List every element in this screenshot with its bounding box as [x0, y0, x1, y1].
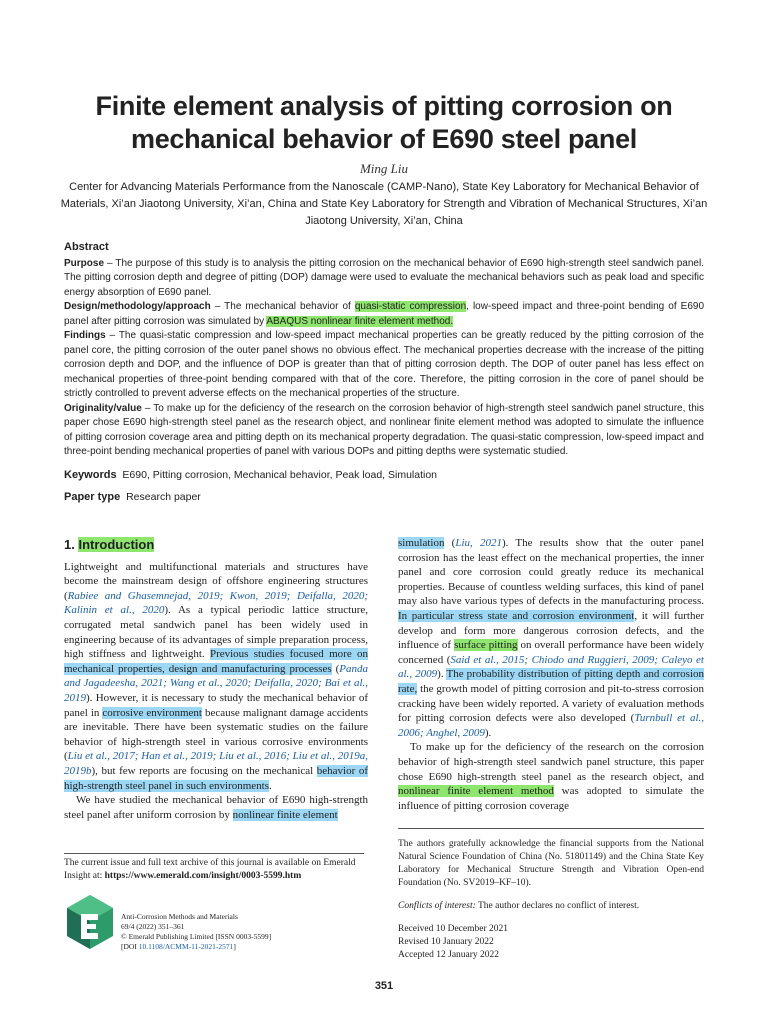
design-highlight-2: ABAQUS nonlinear finite element method.: [266, 315, 454, 327]
paper-type-line: [64, 491, 201, 503]
abstract-heading: Abstract: [64, 241, 109, 253]
design-label: Design/methodology/approach: [64, 301, 211, 312]
abstract-originality: [64, 402, 704, 460]
originality-label: Originality/value: [64, 402, 142, 414]
purpose-text: – The purpose of this study is to analysis the pitting corrosion on the mechanical behavior of E690 high-strength steel sandwich panel. The pitting corrosion depth and degree of pitting (DOP) damage were used to evaluate the mechanical behaviors such as peak load and specific energy absorption of E690 panel.: [64, 257, 704, 298]
design-text-2: , low-speed impact and three-point bending of E690 panel after pitting corrosion was simulated by: [64, 301, 705, 327]
conflict-text: The author declares no conflict of interest.: [475, 901, 640, 911]
author-affiliation: Center for Advancing Materials Performance from the Nanoscale (CAMP-Nano), State Key Laboratory for Mechanical Behavior of Materials, Xi’an Jiaotong University, Xi’an, China and State Key Laboratory for Strength and Vibration of Mechanical Structures, Xi’an Jiaotong University, Xi’an, China: [60, 181, 708, 227]
citation-link[interactable]: et al.: [473, 653, 497, 666]
section-heading: [64, 538, 368, 553]
citation-link[interactable]: et al.: [236, 750, 259, 763]
text-run: (: [444, 537, 456, 549]
citation-link[interactable]: et al.: [677, 712, 702, 725]
citation-link[interactable]: et al.: [197, 677, 220, 690]
paragraph: [398, 740, 704, 813]
journal-issn: © Emerald Publishing Limited [ISSN 0003-5599]: [121, 932, 272, 941]
citation-link[interactable]: Panda and Jagadeesha, 2021; Wang: [64, 662, 368, 690]
design-highlight-1: quasi-static compression: [354, 301, 467, 312]
highlighted-text: In particular stress state and corrosion environment: [398, 609, 635, 622]
paragraph: [398, 536, 704, 740]
text-run: We have studied the mechanical behavior of E690 high-strength steel panel after uniform corrosion by: [64, 794, 368, 821]
abstract-purpose: [64, 257, 704, 301]
citation-link[interactable]: Said: [450, 653, 474, 666]
doi-suffix: ]: [233, 942, 236, 951]
journal-name: Anti-Corrosion Methods and Materials: [121, 912, 238, 921]
text-run: ), but few reports are focusing on the mechanical: [91, 764, 317, 777]
highlighted-text: simulation: [398, 537, 445, 549]
body-column-left: [64, 538, 368, 822]
citation-link[interactable]: et al.: [85, 750, 108, 763]
archive-note-text: The current issue and full text archive of this journal is available on Emerald Insight at:: [64, 858, 356, 881]
text-run: the growth model of pitting corrosion and pit-to-stress corrosion cracking have been widely reported. A variety of evaluation methods for pitting corrosion defects were also developed (: [398, 682, 704, 725]
text-run: , it will further develop and form more dangerous corrosion defects, and the influence of: [398, 609, 704, 652]
highlighted-text: nonlinear finite element method: [398, 785, 554, 798]
citation-link[interactable]: , 2015; Chiodo and Ruggieri, 2009; Caleyo: [496, 653, 697, 666]
citation-link[interactable]: Rabiee and Ghasemnejad, 2019; Kwon, 2019; Deifalla, 2020; Kalinin: [64, 589, 368, 617]
text-run: ).: [437, 668, 447, 681]
paper-type-value: Research paper: [126, 491, 201, 503]
footnote-right: [398, 838, 704, 962]
citation-link[interactable]: , 2020; Deifalla, 2020; Bai: [219, 677, 343, 690]
accepted-date: Accepted 12 January 2022: [398, 950, 500, 960]
citation-link[interactable]: , 2020: [131, 604, 165, 617]
text-run: (: [331, 662, 340, 675]
citation-link[interactable]: , 2006; Anghel, 2009: [398, 712, 704, 739]
purpose-label: Purpose: [64, 257, 105, 269]
text-run: ).: [484, 726, 492, 739]
highlighted-text: corrosive environment: [102, 706, 202, 719]
text-run: .: [268, 779, 272, 792]
archive-link[interactable]: https://www.emerald.com/insight/0003-5599.htm: [104, 871, 302, 881]
journal-volume: 69/4 (2022) 351–361: [121, 922, 185, 931]
journal-citation: [121, 912, 271, 952]
received-date: Received 10 December 2021: [398, 924, 508, 934]
text-run: ). However, it is necessary to study the mechanical behavior of panel in: [64, 691, 368, 719]
revised-date: Revised 10 January 2022: [398, 937, 494, 947]
text-run: because malignant damage accidents are inevitable. There have been systematic studies on the failure behavior of high-strength steel in various corrosive environments (: [64, 706, 368, 763]
keywords-label: Keywords: [64, 469, 117, 481]
citation-link[interactable]: Liu, 2021: [455, 537, 502, 549]
citation-link[interactable]: et al.: [343, 677, 366, 690]
citation-link[interactable]: et al.: [398, 653, 704, 681]
citation-link[interactable]: , 2019a, 2019b: [64, 750, 369, 777]
footnote-divider-right: [398, 828, 704, 829]
text-run: ). As a typical periodic lattice structure, corrugated metal sandwich panel has been widely used in engineering because of its advantages of simple preparation process, high stiffness and lightweight.: [64, 604, 369, 661]
journal-doi-line: [121, 942, 271, 952]
paragraph: [64, 793, 368, 822]
citation-link[interactable]: et al.: [104, 604, 132, 617]
citation-link[interactable]: , 2019: [64, 677, 369, 704]
findings-text: – The quasi-static compression and low-speed impact mechanical properties can be greatly reduced by the pitting corrosion of the panel core, the pitting corrosion of the outer panel shows no obvious effect. The mechanical properties decrease with the increase of the pitting corrosion depth and DOP, and the influence of DOP is greater than that of pitting corrosion depth. The DOP of outer panel has less effect on mechanical properties of three-point bending compared with that of the core. Therefore, the pitting corrosion in the core of panel should be strictly controlled to prevent adverse effects on the mechanical properties of the structure.: [64, 330, 704, 399]
highlighted-text: behavior of high-strength steel panel in such environments: [64, 764, 368, 792]
section-title: Introduction: [78, 537, 155, 552]
paper-type-label: Paper type: [64, 491, 121, 503]
citation-link[interactable]: , 2009: [409, 668, 438, 681]
acknowledgement: The authors gratefully acknowledge the financial supports from the National Natural Science Foundation of China (No. 51801149) and the China State Key Laboratory for Mechanical Structure Strength and Vibration Open-end Foundation (No. SV2019–KF–10).: [398, 839, 704, 888]
citation-link[interactable]: et al.: [163, 750, 186, 763]
keywords-line: [64, 469, 437, 481]
text-run: was adopted to simulate the influence of pitting corrosion coverage: [398, 785, 704, 812]
highlighted-text: nonlinear finite element: [232, 808, 338, 821]
author-name: Ming Liu: [359, 161, 409, 176]
footnote-divider-left: [64, 853, 364, 854]
design-text-1: – The mechanical behavior of: [210, 301, 355, 312]
paragraph: [64, 560, 368, 794]
highlighted-text: Previous studies focused more on mechanical properties, design and manufacturing processes: [64, 648, 368, 675]
text-run: To make up for the deficiency of the research on the corrosion behavior of high-strength steel sandwich panel structure, this paper chose E690 high-strength steel panel as the research object, and: [398, 741, 704, 783]
citation-link[interactable]: , 2017; Han: [107, 750, 163, 763]
citation-link[interactable]: Liu: [67, 750, 86, 763]
citation-link[interactable]: et al.: [310, 750, 333, 763]
findings-label: Findings: [64, 330, 106, 341]
doi-prefix: [DOI: [121, 942, 139, 951]
section-number: 1.: [64, 537, 79, 552]
page-number: 351: [374, 980, 394, 992]
text-run: ). The results show that the outer panel corrosion has the least effect on the mechanical properties, the inner panel and core corrosion could greatly reduce its mechanical properties. Because of countless welding surfaces, this kind of panel may also have various types of defects in the manufacturing process.: [398, 537, 704, 608]
text-run: Lightweight and multifunctional materials and structures have become the mainstream design of offshore engineering structures (: [64, 560, 368, 602]
emerald-publishing-logo: [64, 893, 116, 951]
abstract-section: [64, 240, 704, 460]
conflict-label: Conflicts of interest:: [398, 901, 476, 911]
citation-link[interactable]: , 2019; Liu: [185, 750, 237, 763]
citation-link[interactable]: , 2016; Liu: [258, 750, 311, 763]
highlighted-text: The probability distribution of pitting depth and corrosion rate,: [398, 668, 705, 695]
abstract-findings: [64, 329, 704, 402]
paper-title: Finite element analysis of pitting corrosion on mechanical behavior of E690 steel panel: [95, 91, 673, 154]
text-run: on overall performance have been widely concerned (: [398, 639, 704, 666]
citation-link[interactable]: Turnbull: [634, 712, 678, 725]
body-column-right: [398, 536, 704, 813]
journal-archive-note: [64, 857, 364, 883]
conflict-statement: [398, 900, 704, 913]
doi-link[interactable]: 10.1108/ACMM-11-2021-2571: [138, 942, 234, 951]
abstract-design: [64, 300, 704, 329]
keywords-value: E690, Pitting corrosion, Mechanical behavior, Peak load, Simulation: [122, 469, 438, 481]
originality-text: – To make up for the deficiency of the research on the corrosion behavior of high-strength steel sandwich panel structure, this paper chose E690 high-strength steel panel as the research object, and nonlinear finite element method was adopted to simulate the influence of pitting corrosion coverage area and pitting depth on its mechanical property degradation. The quasi-static compression, low-speed impact and three-point bending mechanical properties of panel with various DOPs and pitting depths were systematic studied.: [64, 402, 704, 457]
highlighted-text: surface pitting: [454, 639, 518, 652]
